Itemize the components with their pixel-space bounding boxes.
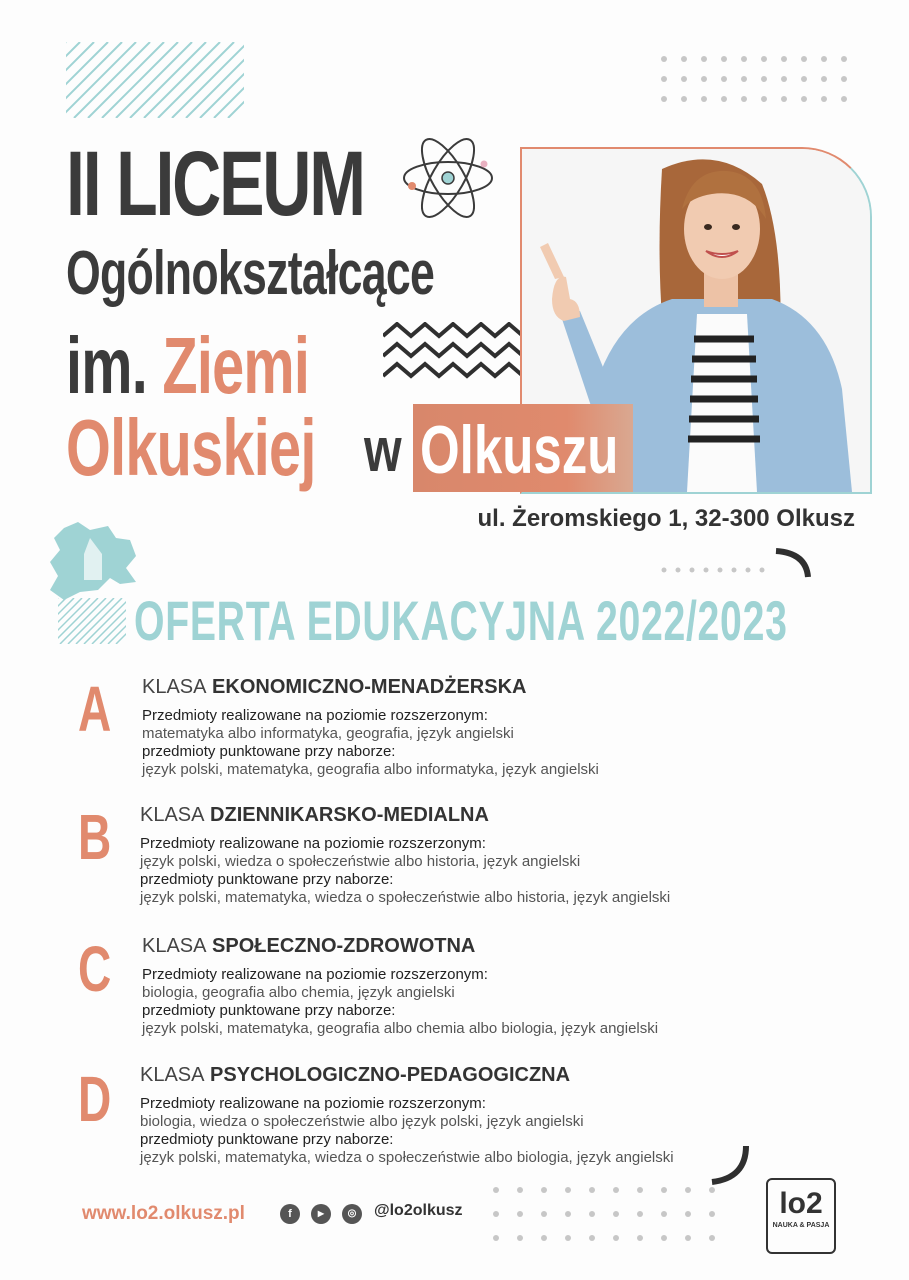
youtube-icon[interactable]: ▶ bbox=[311, 1204, 331, 1224]
decor-dot bbox=[541, 1211, 547, 1217]
decor-dot bbox=[685, 1187, 691, 1193]
decor-dot bbox=[704, 568, 709, 573]
extended-label: Przedmioty realizowane na poziomie rozszerzonym: bbox=[142, 966, 488, 983]
class-prefix: KLASA bbox=[140, 804, 205, 826]
decor-dot bbox=[746, 568, 751, 573]
title-line-1: II LICEUM bbox=[66, 133, 364, 235]
decor-dot bbox=[761, 96, 767, 102]
decor-dot bbox=[589, 1187, 595, 1193]
decor-dot bbox=[781, 96, 787, 102]
class-block-a bbox=[142, 676, 599, 779]
class-letter: C bbox=[78, 933, 112, 1005]
decor-dot bbox=[685, 1235, 691, 1241]
decor-dot bbox=[517, 1187, 523, 1193]
decor-dot bbox=[517, 1235, 523, 1241]
atom-icon bbox=[400, 128, 496, 228]
website-link[interactable]: www.lo2.olkusz.pl bbox=[82, 1203, 245, 1224]
decor-dot bbox=[661, 1235, 667, 1241]
corner-arc-decoration-bottom bbox=[706, 1142, 754, 1188]
decor-dot bbox=[741, 96, 747, 102]
decor-dot bbox=[565, 1235, 571, 1241]
decor-dot bbox=[761, 76, 767, 82]
decor-dot bbox=[741, 76, 747, 82]
decor-dot bbox=[613, 1235, 619, 1241]
decor-dot bbox=[661, 1187, 667, 1193]
decor-dot bbox=[701, 96, 707, 102]
class-block-d bbox=[140, 1064, 674, 1167]
decor-dot bbox=[781, 76, 787, 82]
decor-dot bbox=[565, 1211, 571, 1217]
decor-dot bbox=[821, 56, 827, 62]
school-address: ul. Żeromskiego 1, 32-300 Olkusz bbox=[477, 505, 855, 532]
decor-dot bbox=[541, 1235, 547, 1241]
dot-grid-decoration-bottom bbox=[492, 1186, 724, 1256]
dot-grid-decoration bbox=[660, 55, 850, 120]
logo-tagline: NAUKA & PASJA bbox=[772, 1222, 830, 1229]
school-logo bbox=[766, 1178, 836, 1254]
decor-dot bbox=[637, 1211, 643, 1217]
decor-dot bbox=[661, 96, 667, 102]
extended-label: Przedmioty realizowane na poziomie rozszerzonym: bbox=[142, 707, 488, 724]
decor-dot bbox=[676, 568, 681, 573]
decor-dot bbox=[841, 56, 847, 62]
title-line-3 bbox=[66, 320, 309, 412]
decor-dot bbox=[661, 76, 667, 82]
decor-dot bbox=[685, 1211, 691, 1217]
class-name: EKONOMICZNO-MENADŻERSKA bbox=[212, 676, 527, 698]
zigzag-decoration bbox=[383, 322, 523, 386]
decor-dot bbox=[589, 1235, 595, 1241]
decor-dot bbox=[732, 568, 737, 573]
decor-dot bbox=[690, 568, 695, 573]
extended-value: matematyka albo informatyka, geografia, język angielski bbox=[142, 725, 514, 742]
class-block-b bbox=[140, 804, 670, 907]
instagram-icon[interactable]: ◎ bbox=[342, 1204, 362, 1224]
class-name: SPOŁECZNO-ZDROWOTNA bbox=[212, 935, 476, 957]
title-city: Olkuszu bbox=[420, 412, 619, 488]
scored-label: przedmioty punktowane przy naborze: bbox=[142, 743, 396, 760]
decor-dot bbox=[541, 1187, 547, 1193]
diagonal-stripes-decoration bbox=[66, 42, 244, 118]
class-prefix: KLASA bbox=[142, 935, 207, 957]
decor-dot bbox=[517, 1211, 523, 1217]
class-prefix: KLASA bbox=[140, 1064, 205, 1086]
decor-dot bbox=[701, 76, 707, 82]
decor-dot bbox=[801, 96, 807, 102]
decor-dot bbox=[801, 56, 807, 62]
title-prefix: im. bbox=[66, 321, 148, 410]
class-title bbox=[142, 935, 658, 958]
scored-value: język polski, matematyka, geografia albo chemia albo biologia, język angielski bbox=[142, 1020, 659, 1037]
scored-label: przedmioty punktowane przy naborze: bbox=[140, 871, 394, 888]
decor-dot bbox=[565, 1187, 571, 1193]
title-line-4: Olkuskiej bbox=[66, 403, 316, 492]
class-letter: D bbox=[78, 1063, 112, 1135]
dot-row-decoration bbox=[660, 566, 770, 578]
facebook-icon[interactable]: f bbox=[280, 1204, 300, 1224]
decor-dot bbox=[637, 1187, 643, 1193]
scored-label: przedmioty punktowane przy naborze: bbox=[142, 1002, 396, 1019]
class-title bbox=[142, 676, 599, 699]
decor-dot bbox=[709, 1211, 715, 1217]
decor-dot bbox=[661, 56, 667, 62]
logo-mark: lo2 bbox=[779, 1187, 823, 1220]
offer-heading: OFERTA EDUKACYJNA 2022/2023 bbox=[134, 589, 788, 652]
title-accent-ziemi: Ziemi bbox=[162, 321, 310, 410]
extended-value: biologia, geografia albo chemia, język angielski bbox=[142, 984, 455, 1001]
decor-dot bbox=[821, 76, 827, 82]
decor-dot bbox=[841, 96, 847, 102]
scored-label: przedmioty punktowane przy naborze: bbox=[140, 1131, 394, 1148]
decor-dot bbox=[761, 56, 767, 62]
social-handle[interactable]: @lo2olkusz bbox=[374, 1202, 463, 1219]
decor-dot bbox=[709, 1187, 715, 1193]
decor-dot bbox=[662, 568, 667, 573]
decor-dot bbox=[841, 76, 847, 82]
extended-value: język polski, wiedza o społeczeństwie albo historia, język angielski bbox=[140, 853, 581, 870]
scored-value: język polski, matematyka, wiedza o społeczeństwie albo historia, język angielski bbox=[140, 889, 671, 906]
class-title bbox=[140, 804, 670, 827]
title-line-2: Ogólnokształcące bbox=[66, 239, 435, 308]
class-prefix: KLASA bbox=[142, 676, 207, 698]
decor-dot bbox=[681, 56, 687, 62]
decor-dot bbox=[637, 1235, 643, 1241]
decor-dot bbox=[721, 76, 727, 82]
decor-dot bbox=[493, 1235, 499, 1241]
extended-label: Przedmioty realizowane na poziomie rozszerzonym: bbox=[140, 1095, 486, 1112]
class-letter: A bbox=[78, 673, 112, 745]
decor-dot bbox=[741, 56, 747, 62]
decor-dot bbox=[681, 96, 687, 102]
title-word-w: w bbox=[364, 416, 402, 485]
decor-dot bbox=[493, 1211, 499, 1217]
decor-dot bbox=[721, 96, 727, 102]
decor-dot bbox=[721, 56, 727, 62]
decor-dot bbox=[493, 1187, 499, 1193]
decor-dot bbox=[701, 56, 707, 62]
decor-dot bbox=[760, 568, 765, 573]
corner-arc-decoration bbox=[768, 545, 816, 579]
extended-label: Przedmioty realizowane na poziomie rozszerzonym: bbox=[140, 835, 486, 852]
class-name: DZIENNIKARSKO-MEDIALNA bbox=[210, 804, 489, 826]
extended-value: biologia, wiedza o społeczeństwie albo język polski, język angielski bbox=[140, 1113, 584, 1130]
decor-dot bbox=[821, 96, 827, 102]
scored-value: język polski, matematyka, geografia albo informatyka, język angielski bbox=[142, 761, 599, 778]
decor-dot bbox=[801, 76, 807, 82]
class-name: PSYCHOLOGICZNO-PEDAGOGICZNA bbox=[210, 1064, 571, 1086]
decor-dot bbox=[781, 56, 787, 62]
decor-dot bbox=[613, 1187, 619, 1193]
small-stripes-decoration bbox=[58, 598, 126, 644]
scored-value: język polski, matematyka, wiedza o społeczeństwie albo biologia, język angielski bbox=[140, 1149, 674, 1166]
map-silhouette-icon bbox=[50, 518, 145, 600]
class-block-c bbox=[142, 935, 658, 1038]
decor-dot bbox=[661, 1211, 667, 1217]
decor-dot bbox=[718, 568, 723, 573]
decor-dot bbox=[709, 1235, 715, 1241]
decor-dot bbox=[589, 1211, 595, 1217]
class-letter: B bbox=[78, 801, 112, 873]
decor-dot bbox=[613, 1211, 619, 1217]
decor-dot bbox=[681, 76, 687, 82]
class-title bbox=[140, 1064, 674, 1087]
